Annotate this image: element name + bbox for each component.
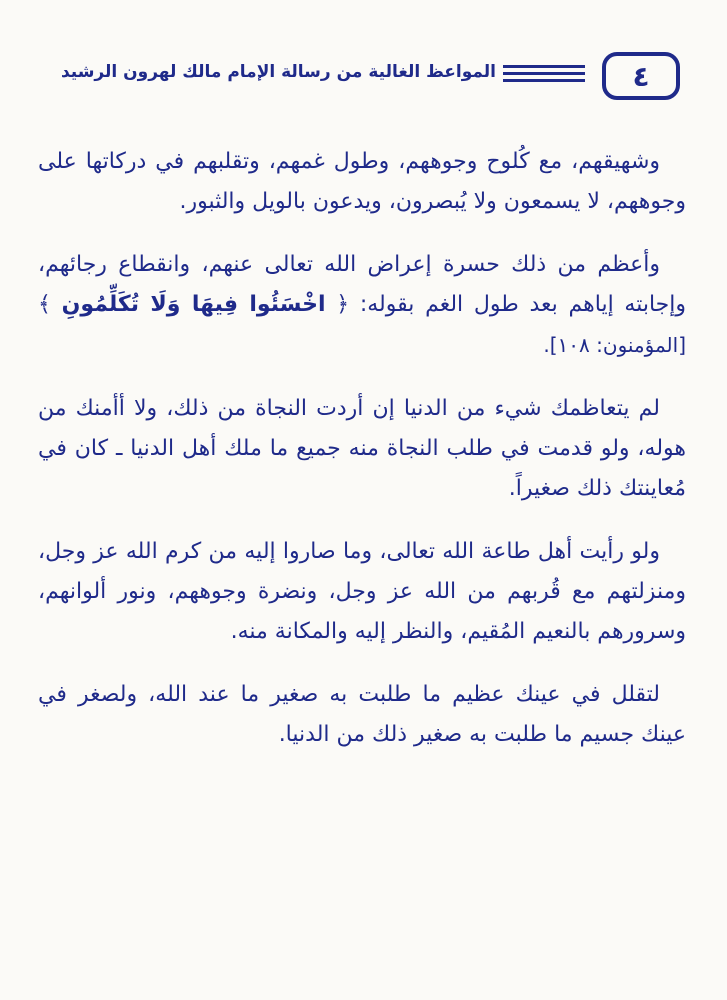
paragraph-text: وشهيقهم، مع كُلوح وجوههم، وطول غمهم، وتقلبهم في دركاتها على وجوههم، لا يسمعون ولا يُبصرون، ويدعون بالويل والثبور. [38, 149, 686, 214]
paragraph-text: لم يتعاظمك شيء من الدنيا إن أردت النجاة من ذلك، ولا أأمنك من هوله، ولو قدمت في طلب النجاة منه جميع ما ملك أهل الدنيا ـ كان في مُعاينتك ذلك صغيراً. [38, 396, 686, 501]
decorative-rule-lines [503, 65, 585, 83]
running-header-title: المواعظ الغالية من رسالة الإمام مالك لهرون الرشيد [60, 62, 496, 82]
page-number: ٤ [632, 59, 650, 93]
main-text [38, 142, 686, 755]
paragraph-2 [38, 245, 686, 366]
verse-reference: [المؤمنون: ١٠٨]. [543, 333, 686, 357]
paragraph-4 [38, 532, 686, 652]
paragraph-5 [38, 675, 686, 755]
rule-line [503, 65, 585, 68]
rule-line [503, 72, 585, 75]
quran-close-bracket: ﴾ [38, 292, 51, 317]
rule-line [503, 79, 585, 82]
page-number-box [602, 52, 680, 100]
paragraph-text: لتقلل في عينك عظيم ما طلبت به صغير ما عند الله، ولصغر في عينك جسيم ما طلبت به صغير ذلك من الدنيا. [38, 682, 686, 747]
quranic-verse: اخْسَئُوا فِيهَا وَلَا تُكَلِّمُونِ [61, 292, 326, 317]
page-header [34, 52, 680, 102]
paragraph-1 [38, 142, 686, 222]
paragraph-text: وأعظم من ذلك حسرة إعراض الله تعالى عنهم، وانقطاع رجائهم، وإجابته إياهم بعد طول الغم بقوله: [38, 252, 686, 317]
paragraph-text: ولو رأيت أهل طاعة الله تعالى، وما صاروا إليه من كرم الله عز وجل، ومنزلتهم مع قُربهم من الله عز وجل، ونضرة وجوههم، ونور ألوانهم، وسرورهم بالنعيم المُقيم، والنظر إليه والمكانة منه. [38, 539, 686, 644]
quran-open-bracket: ﴿ [336, 292, 350, 317]
paragraph-3 [38, 389, 686, 509]
